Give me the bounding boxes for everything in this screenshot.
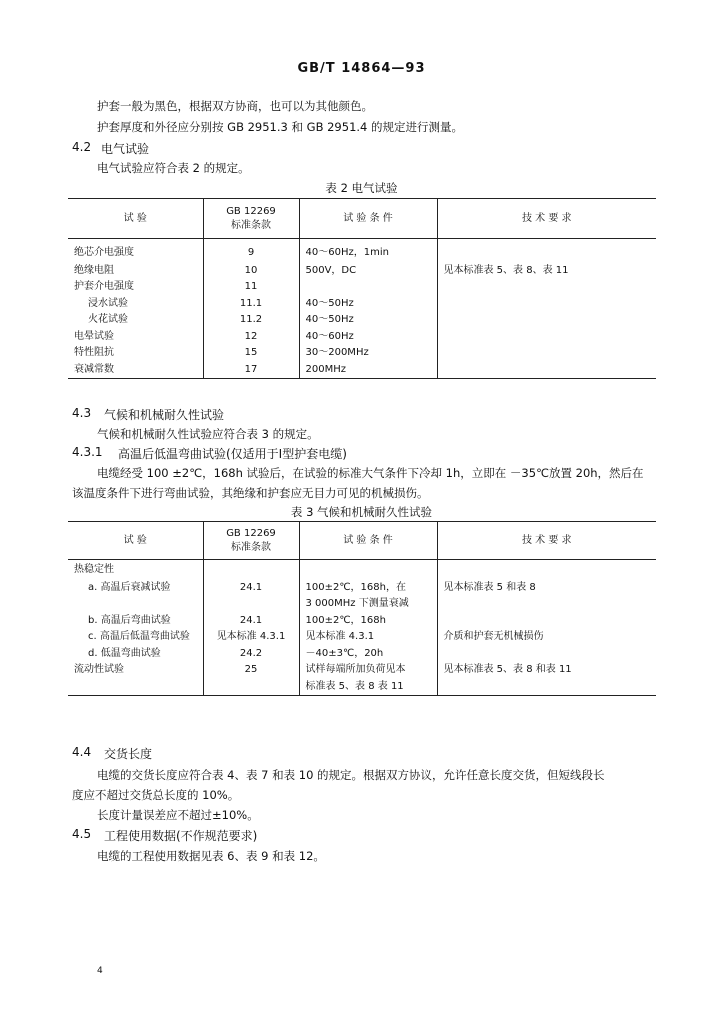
table-cell: 浸水试验 [88, 297, 128, 309]
table-cell: 11 [203, 279, 299, 296]
table-row [68, 239, 656, 263]
table-cell: 绝芯介电强度 [74, 247, 134, 258]
table-header-cell: 试 验 条 件 [299, 522, 437, 560]
table-cell: 护套介电强度 [74, 281, 134, 292]
table-row [68, 662, 656, 696]
table-cell: 25 [203, 662, 299, 696]
table-header-cell: 技 术 要 求 [437, 199, 656, 239]
table-cell: d. 低温弯曲试验 [88, 647, 161, 659]
section-4-3-1-title: 高温后低温弯曲试验(仅适用于Ⅰ型护套电缆) [118, 447, 347, 461]
table-cell: 40～60Hz [299, 329, 437, 346]
table-row [68, 362, 656, 379]
table-row [68, 646, 656, 663]
table-cell: 11.1 [203, 296, 299, 313]
table3-caption: 表 3 气候和机械耐久性试验 [290, 505, 433, 519]
table-header-cell: GB 12269 标准条款 [203, 199, 299, 239]
table-cell: 15 [203, 345, 299, 362]
section-4-3-1-text-line2: 该温度条件下进行弯曲试验，其绝缘和护套应无目力可见的机械损伤。 [72, 486, 429, 500]
table-cell [437, 239, 656, 263]
table-row [68, 329, 656, 346]
paragraph-sheath-color: 护套一般为黑色，根据双方协商，也可以为其他颜色。 [97, 99, 373, 113]
section-4-3-text: 气候和机械耐久性试验应符合表 3 的规定。 [97, 427, 319, 441]
page-header: GB/T 14864—93 [297, 61, 426, 76]
table-cell: 10 [203, 263, 299, 280]
section-4-3-number: 4.3 [72, 406, 92, 420]
table-cell: 200MHz [299, 362, 437, 379]
section-4-3-1-text-line1: 电缆经受 100 ±2℃，168h 试验后，在试验的标准大气条件下冷却 1h，立即在 －35℃放置 20h，然后在 [97, 466, 644, 480]
table-cell [203, 560, 299, 580]
table-cell: a. 高温后衰减试验 [88, 581, 171, 593]
table-row [68, 296, 656, 313]
table-cell: 火花试验 [88, 314, 128, 325]
table-cell: 试样每端所加负荷见本 标准表 5、表 8 表 11 [299, 662, 437, 696]
section-4-2-number: 4.2 [72, 140, 92, 154]
table-cell: 见本标准 4.3.1 [203, 629, 299, 646]
table-cell: b. 高温后弯曲试验 [88, 614, 171, 626]
table-cell: 流动性试验 [68, 662, 203, 696]
table-cell: 11.2 [203, 312, 299, 329]
table-cell: 见本标准表 5 和表 8 [437, 580, 656, 613]
section-4-4-number: 4.4 [72, 745, 92, 759]
table-cell: 24.1 [203, 613, 299, 630]
table-header-cell: 试 验 [68, 522, 203, 560]
table-cell: 介质和护套无机械损伤 [437, 629, 656, 646]
section-4-4-title: 交货长度 [104, 747, 153, 761]
table-row [68, 345, 656, 362]
table-cell: 40～60Hz，1min [299, 239, 437, 263]
table-2-electrical-tests [68, 198, 656, 379]
table-cell [437, 279, 656, 296]
page-number: 4 [97, 966, 103, 976]
section-4-5-title: 工程使用数据(不作规范要求) [104, 829, 258, 843]
section-4-5-number: 4.5 [72, 827, 92, 841]
section-4-2-title: 电气试验 [101, 142, 150, 156]
table-cell: －40±3℃，20h [299, 646, 437, 663]
section-4-5-text: 电缆的工程使用数据见表 6、表 9 和表 12。 [97, 849, 325, 863]
table-cell: 12 [203, 329, 299, 346]
section-4-3-title: 气候和机械耐久性试验 [104, 408, 225, 422]
table-row [68, 629, 656, 646]
table-row [68, 263, 656, 280]
table-cell [299, 560, 437, 580]
section-4-2-text: 电气试验应符合表 2 的规定。 [97, 161, 250, 175]
table-header-cell: 试 验 [68, 199, 203, 239]
table-cell [437, 296, 656, 313]
table-cell [437, 613, 656, 630]
table-cell: 见本标准表 5、表 8 和表 11 [437, 662, 656, 696]
table-cell: 40～50Hz [299, 312, 437, 329]
table-cell: 见本标准 4.3.1 [299, 629, 437, 646]
table-cell: 电晕试验 [74, 330, 114, 342]
table-cell [437, 362, 656, 379]
table-row [68, 312, 656, 329]
table-cell: 100±2℃，168h [299, 613, 437, 630]
table-cell [437, 560, 656, 580]
table-3-climatic-mechanical-tests [68, 521, 656, 696]
table-cell: 见本标准表 5、表 8、表 11 [437, 263, 656, 280]
table-cell: 24.2 [203, 646, 299, 663]
table-cell: 热稳定性 [74, 564, 114, 575]
table-header-cell: 试 验 条 件 [299, 199, 437, 239]
table-row [68, 279, 656, 296]
table-cell: 绝缘电阻 [74, 264, 114, 276]
table-header-cell: 技 术 要 求 [437, 522, 656, 560]
section-4-3-1-number: 4.3.1 [72, 445, 103, 459]
table-cell: 40～50Hz [299, 296, 437, 313]
table-cell: 衰减常数 [68, 362, 203, 379]
table-cell [437, 646, 656, 663]
table-cell [437, 345, 656, 362]
table-header-cell: GB 12269 标准条款 [203, 522, 299, 560]
section-4-4-text-line3: 长度计量误差应不超过±10%。 [97, 808, 259, 822]
section-4-4-text-line1: 电缆的交货长度应符合表 4、表 7 和表 10 的规定。根据双方协议，允许任意长度交货，但短线段长 [97, 768, 605, 782]
table-cell: 100±2℃，168h，在 3 000MHz 下测量衰减 [299, 580, 437, 613]
table-row [68, 560, 656, 580]
table-cell: 24.1 [203, 580, 299, 613]
table2-caption: 表 2 电气试验 [325, 181, 398, 195]
table-cell [437, 312, 656, 329]
table-cell: 30～200MHz [299, 345, 437, 362]
table-cell: 特性阻抗 [74, 347, 114, 358]
section-4-4-text-line2: 度应不超过交货总长度的 10%。 [72, 788, 240, 802]
table-row [68, 580, 656, 613]
table-row [68, 613, 656, 630]
table-cell: c. 高温后低温弯曲试验 [88, 631, 190, 642]
table-cell: 17 [203, 362, 299, 379]
table-cell: 500V，DC [299, 263, 437, 280]
paragraph-sheath-thickness: 护套厚度和外径应分别按 GB 2951.3 和 GB 2951.4 的规定进行测量。 [97, 120, 464, 134]
table-cell [437, 329, 656, 346]
table-cell: 9 [203, 239, 299, 263]
table-cell [299, 279, 437, 296]
